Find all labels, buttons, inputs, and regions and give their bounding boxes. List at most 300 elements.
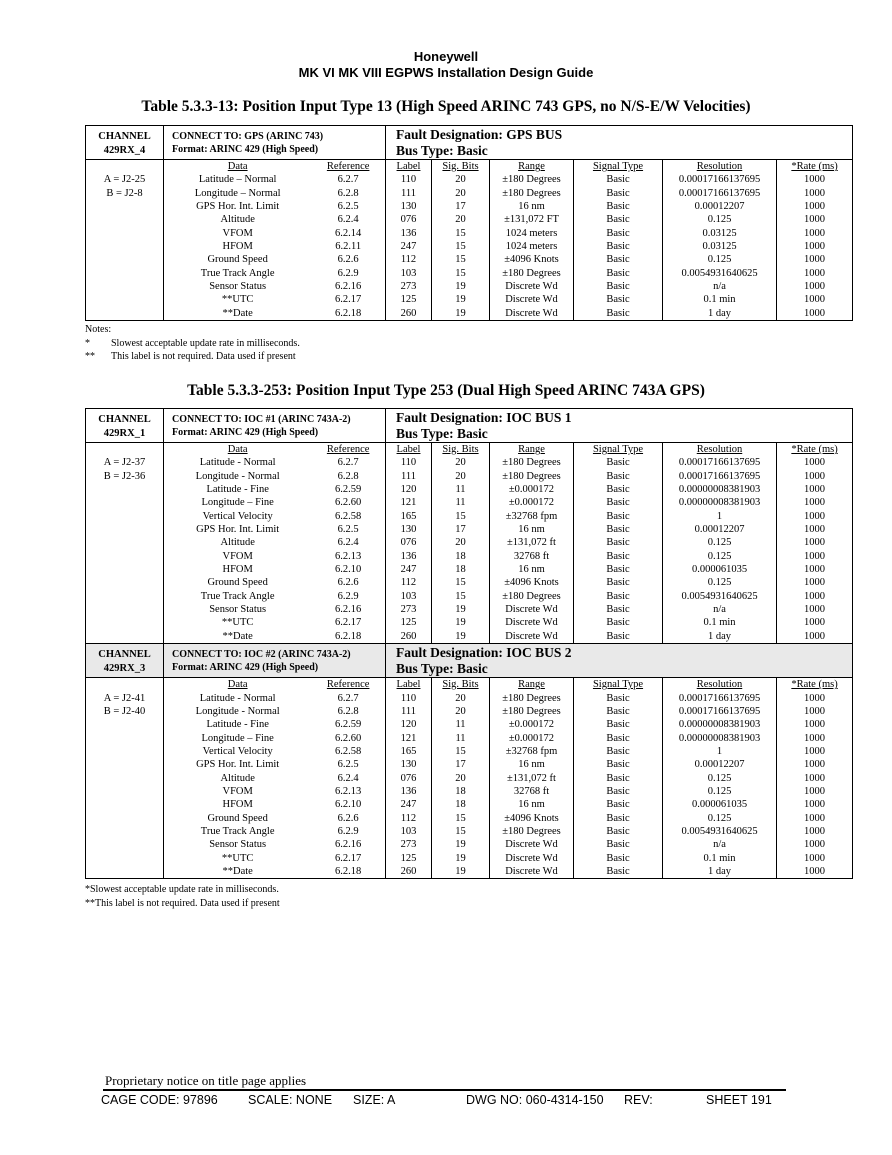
table-cell: 19 [455,852,466,864]
channel-cell [86,126,164,160]
proprietary-notice: Proprietary notice on title page applies [105,1073,307,1088]
table-cell: 247 [400,799,417,811]
table-cell: 1000 [804,201,826,213]
table-cell: 6.2.4 [337,772,359,784]
table-cell: **Date [222,865,253,877]
reference-values [311,678,385,878]
table-cell: ±32768 fpm [505,510,558,522]
table-cell: 6.2.7 [337,692,359,704]
table-cell: VFOM [222,550,253,562]
table-cell: Longitude – Normal [194,187,281,199]
table-cell: **Date [222,630,253,642]
table-cell: HFOM [222,241,253,253]
table-cell: 18 [455,785,466,797]
table-cell: 1000 [804,630,826,642]
resolution-column [663,443,777,644]
column-header: Range [518,679,545,691]
table-cell: Basic [606,705,630,717]
column-header: Resolution [696,444,743,455]
table-cell: Basic [606,174,630,186]
table-header-row [86,409,853,443]
data-names [164,160,311,320]
table-cell: 165 [400,510,417,522]
range-column [490,160,574,321]
table-cell: Longitude - Normal [195,705,280,717]
table-cell: 6.2.18 [335,307,362,319]
column-header: Label [396,161,421,172]
table-cell: **Date [222,307,253,319]
table-cell: ±180 Degrees [502,705,561,717]
table-cell: 247 [400,241,417,253]
range-column [490,678,574,879]
notes-heading: Notes: [85,324,112,335]
table-cell: 1000 [804,550,826,562]
table-cell: 15 [455,510,466,522]
table-cell: 0.000061035 [691,564,748,576]
table-cell: 6.2.18 [335,630,362,642]
table-title: Table 5.3.3-253: Position Input Type 253 (Dual High Speed ARINC 743A GPS) [187,382,705,399]
table-cell: ±4096 Knots [504,812,559,824]
table-cell: 125 [400,617,417,629]
note-marker: ** [85,351,95,362]
table-cell: Sensor Status [209,281,267,293]
channel-cell [86,409,164,443]
connect-to: CONNECT TO: IOC #1 (ARINC 743A-2) [172,414,351,425]
table-cell: 6.2.59 [335,719,362,731]
table-cell: Ground Speed [207,254,268,266]
table-cell: 20 [455,705,466,717]
table-cell: 1000 [804,510,826,522]
footer-divider [103,1089,786,1091]
table-cell: 076 [400,772,417,784]
table-cell: Basic [606,267,630,279]
company-name: Honeywell [413,49,479,64]
position-input-table [85,125,853,321]
table-cell: 1000 [804,799,826,811]
table-cell: 136 [400,227,417,239]
table-cell: Basic [606,550,630,562]
column-header: *Rate (ms) [791,679,838,691]
table-cell: 17 [455,524,466,536]
table-cell: 6.2.8 [337,470,359,482]
table-cell: 1000 [804,785,826,797]
sig-bits-column [432,160,490,321]
table-body-row [86,160,853,321]
table-cell: 0.00012207 [694,524,745,536]
table-cell: Basic [606,241,630,253]
table-cell: 0.00000008381903 [678,719,761,731]
table-cell: Basic [606,577,630,589]
table-cell: 121 [400,732,417,744]
table-cell: 273 [400,281,417,293]
table-cell: 15 [455,254,466,266]
table-cell: 19 [455,617,466,629]
table-cell: 1000 [804,497,826,509]
fault-designation: Fault Designation: IOC BUS 2 [396,645,572,661]
table-cell: 20 [455,187,466,199]
rate-column [777,678,853,879]
table-cell: 20 [455,470,466,482]
label-column [386,678,432,879]
table-cell: Basic [606,785,630,797]
connect-cell [164,126,386,160]
pin-column [86,160,164,321]
table-cell: 6.2.58 [335,510,362,522]
table-cell: Basic [606,484,630,496]
table-cell: HFOM [222,564,253,576]
table-cell: 1000 [804,537,826,549]
table-notes [85,323,300,364]
table-cell: 0.03125 [702,241,737,253]
table-cell: 0.00000008381903 [678,484,761,496]
table-cell: 1000 [804,604,826,616]
column-header: *Rate (ms) [791,161,838,172]
table-cell: 1000 [804,174,826,186]
table-cell: 32768 ft [513,785,550,797]
table-cell: Latitude - Normal [199,457,276,469]
column-header: Signal Type [592,679,644,691]
pin-column [86,443,164,644]
note-line [85,337,300,351]
table-cell: Discrete Wd [505,281,558,293]
table-cell: 1000 [804,457,826,469]
table-cell: 6.2.59 [335,484,362,496]
table-cell: 0.0054931640625 [681,590,758,602]
table-cell: 20 [455,457,466,469]
table-cell: 1000 [804,281,826,293]
table-cell: 165 [400,745,417,757]
table-cell: 0.03125 [702,227,737,239]
channel-id: 429RX_3 [103,663,146,675]
column-header: Data [227,161,248,172]
table-cell: Basic [606,564,630,576]
table-cell: **UTC [221,617,254,629]
sig-bits-column [432,678,490,879]
table-cell: ±180 Degrees [502,470,561,482]
table-cell: 111 [401,705,416,717]
table-cell: 20 [455,692,466,704]
table-cell: Basic [606,187,630,199]
table-cell: 1000 [804,852,826,864]
data-names [164,678,311,878]
table-cell: 19 [455,294,466,306]
channel-label: CHANNEL [98,131,151,142]
table-cell: Basic [606,470,630,482]
signal-type-column [574,678,663,879]
table-cell: 0.0054931640625 [681,825,758,837]
table-cell: 16 nm [518,524,545,536]
table-cell: 0.125 [707,214,732,226]
table-cell: 1000 [804,227,826,239]
fault-designation: Fault Designation: IOC BUS 1 [396,410,572,425]
data-column [164,160,386,321]
table-cell: ±180 Degrees [502,174,561,186]
table-cell: 1000 [804,839,826,851]
table-cell: 6.2.4 [337,214,359,226]
table-cell: 1000 [804,759,826,771]
table-header-row [86,126,853,160]
table-cell: Basic [606,692,630,704]
table-cell: Basic [606,214,630,226]
table-cell: 120 [400,719,417,731]
fault-designation: Fault Designation: GPS BUS [396,127,563,142]
table-cell: True Track Angle [200,267,275,279]
column-header: Signal Type [592,444,644,455]
table-cell: 0.00017166137695 [678,705,761,717]
table-cell: ±0.000172 [508,484,555,496]
table-cell: 121 [400,497,417,509]
table-cell: 1000 [804,719,826,731]
table-cell: Basic [606,812,630,824]
table-cell: 1000 [804,187,826,199]
table-cell: 6.2.9 [337,267,359,279]
fault-designation-cell [386,644,853,678]
table-cell: ±180 Degrees [502,590,561,602]
note-marker: * [85,337,90,349]
table-cell: 0.00017166137695 [678,692,761,704]
table-cell: A = J2-25 [103,174,146,186]
reference-values [311,160,385,320]
table-cell: 0.125 [707,577,732,589]
sheet-number: SHEET 191 [706,1093,772,1107]
table-cell: Ground Speed [207,812,268,824]
table-cell: 15 [455,745,466,757]
bus-type: Bus Type: Basic [396,661,488,677]
bus-type: Bus Type: Basic [396,426,488,441]
table-cell: 1 day [707,307,732,319]
table-cell: ±180 Degrees [502,267,561,279]
table-cell: HFOM [222,799,253,811]
connect-to: CONNECT TO: GPS (ARINC 743) [172,131,324,142]
table-cell: 0.1 min [703,852,736,864]
table-cell: 260 [400,307,417,319]
table-cell: 6.2.17 [335,294,362,306]
column-header: Sig. Bits [442,444,479,455]
table-cell: B = J2-8 [106,187,143,199]
table-cell: 15 [455,577,466,589]
table-cell: 1 [716,745,723,757]
table-cell: 0.00012207 [694,759,745,771]
table-cell: 6.2.60 [335,732,362,744]
fault-designation-cell [386,409,853,443]
note-line: *Slowest acceptable update rate in milliseconds. [85,884,279,895]
table-cell: ±0.000172 [508,719,555,731]
table-cell: 11 [455,497,466,509]
table-header-row [86,644,853,678]
channel-cell [86,644,164,678]
table-cell: 247 [400,564,417,576]
table-cell: 1000 [804,241,826,253]
table-cell: 1000 [804,214,826,226]
table-cell: ±131,072 ft [507,537,556,549]
table-cell: 1000 [804,617,826,629]
table-cell: Basic [606,294,630,306]
table-cell: VFOM [222,227,253,239]
table-cell: 1 [716,510,723,522]
table-cell: Discrete Wd [505,307,558,319]
table-cell: 6.2.6 [337,812,359,824]
table-cell: Ground Speed [207,577,268,589]
table-cell: 110 [400,457,417,469]
table-cell: 6.2.4 [337,537,359,549]
table-cell: 6.2.6 [337,254,359,266]
table-cell: 18 [455,550,466,562]
table-cell: ±180 Degrees [502,187,561,199]
table-cell: 125 [400,852,417,864]
table-cell: 273 [400,604,417,616]
table-cell: n/a [713,281,726,293]
range-column [490,443,574,644]
table-cell: 6.2.16 [335,839,362,851]
table-cell: 130 [400,759,417,771]
table-cell: 1000 [804,577,826,589]
table-title: Table 5.3.3-13: Position Input Type 13 (High Speed ARINC 743 GPS, no N/S-E/W Velocities) [141,98,751,115]
table-cell: ±4096 Knots [504,254,559,266]
scale: SCALE: NONE [248,1093,333,1107]
table-cell: 1000 [804,590,826,602]
table-cell: 18 [455,564,466,576]
table-cell: 112 [400,254,417,266]
table-cell: Latitude - Normal [199,692,276,704]
table-cell: 6.2.17 [335,852,362,864]
table-cell: 19 [455,865,466,877]
table-cell: 0.00000008381903 [678,732,761,744]
table-cell: 0.00000008381903 [678,497,761,509]
table-cell: 6.2.13 [335,785,362,797]
table-cell: 1000 [804,772,826,784]
table-cell: ±131,072 FT [504,214,559,226]
table-cell: 16 nm [518,564,545,576]
table-cell: 11 [455,719,466,731]
table-cell: 0.125 [707,812,732,824]
table-cell: 076 [400,214,417,226]
channel-label: CHANNEL [98,414,151,425]
table-cell: 110 [400,174,417,186]
table-cell: Longitude – Fine [201,497,274,509]
table-cell: Basic [606,732,630,744]
table-cell: Basic [606,799,630,811]
table-cell: Latitude – Normal [198,174,277,186]
table-cell: 6.2.7 [337,174,359,186]
table-cell: 120 [400,484,417,496]
table-cell: 111 [401,470,416,482]
sig-bits-column [432,443,490,644]
table-cell: n/a [713,604,726,616]
table-cell: 6.2.14 [335,227,362,239]
table-cell: Basic [606,457,630,469]
table-cell: Vertical Velocity [202,745,273,757]
table-cell: A = J2-37 [103,457,146,469]
table-cell: 273 [400,839,417,851]
table-cell: 1000 [804,254,826,266]
column-header: Signal Type [592,161,644,172]
table-cell: 1024 meters [505,241,558,253]
connect-to: CONNECT TO: IOC #2 (ARINC 743A-2) [172,649,351,661]
table-cell: **UTC [221,852,254,864]
table-cell: 6.2.5 [337,759,359,771]
table-cell: 6.2.8 [337,187,359,199]
table-cell: 0.000061035 [691,799,748,811]
table-cell: Sensor Status [209,839,267,851]
resolution-column [663,678,777,879]
signal-type-column [574,443,663,644]
table-cell: Basic [606,839,630,851]
table-cell: 6.2.17 [335,617,362,629]
table-cell: Basic [606,201,630,213]
table-cell: Sensor Status [209,604,267,616]
table-body-row [86,443,853,644]
table-cell: 136 [400,785,417,797]
table-cell: A = J2-41 [103,692,146,704]
table-cell: 15 [455,227,466,239]
table-cell: ±0.000172 [508,732,555,744]
table-cell: Discrete Wd [505,294,558,306]
table-cell: 1000 [804,484,826,496]
table-cell: 6.2.58 [335,745,362,757]
table-cell: 6.2.10 [335,799,362,811]
table-cell: GPS Hor. Int. Limit [196,524,280,536]
table-cell: Discrete Wd [505,630,558,642]
column-header: Sig. Bits [442,161,479,172]
table-cell: Altitude [220,214,255,226]
column-header: Reference [326,444,370,455]
table-cell: 1000 [804,825,826,837]
table-cell: 1000 [804,705,826,717]
table-cell: 112 [400,577,417,589]
table-cell: 136 [400,550,417,562]
table-cell: Basic [606,227,630,239]
note-text: Slowest acceptable update rate in milliseconds. [111,337,300,349]
table-cell: 130 [400,524,417,536]
table-cell: 6.2.60 [335,497,362,509]
connect-cell [164,409,386,443]
table-cell: 19 [455,630,466,642]
table-cell: Basic [606,510,630,522]
table-cell: 19 [455,307,466,319]
table-cell: Basic [606,772,630,784]
table-cell: 125 [400,294,417,306]
column-header: Data [227,679,248,691]
channel-label: CHANNEL [98,649,151,661]
table-cell: 1000 [804,267,826,279]
table-cell: 15 [455,812,466,824]
label-column [386,443,432,644]
table-cell: ±180 Degrees [502,692,561,704]
table-cell: 260 [400,630,417,642]
document-title: MK VI MK VIII EGPWS Installation Design Guide [298,65,594,80]
table-cell: 0.125 [707,785,732,797]
table-cell: Basic [606,590,630,602]
channel-id: 429RX_1 [103,428,146,439]
column-header: Range [518,444,545,455]
table-cell: Discrete Wd [505,865,558,877]
table-cell: 0.00012207 [694,201,745,213]
table-cell: 1000 [804,470,826,482]
table-cell: 20 [455,174,466,186]
table-cell: Basic [606,254,630,266]
table-cell: 130 [400,201,417,213]
table-cell: 1000 [804,732,826,744]
table-cell: 11 [455,732,466,744]
table-cell: Latitude - Fine [206,484,269,496]
note-line: **This label is not required. Data used if present [85,897,280,909]
table-cell: 260 [400,865,417,877]
table-cell: 6.2.11 [335,241,362,253]
table-cell: 32768 ft [513,550,550,562]
note-text: This label is not required. Data used if present [111,351,296,362]
table-cell: 1000 [804,294,826,306]
data-column [164,443,386,644]
